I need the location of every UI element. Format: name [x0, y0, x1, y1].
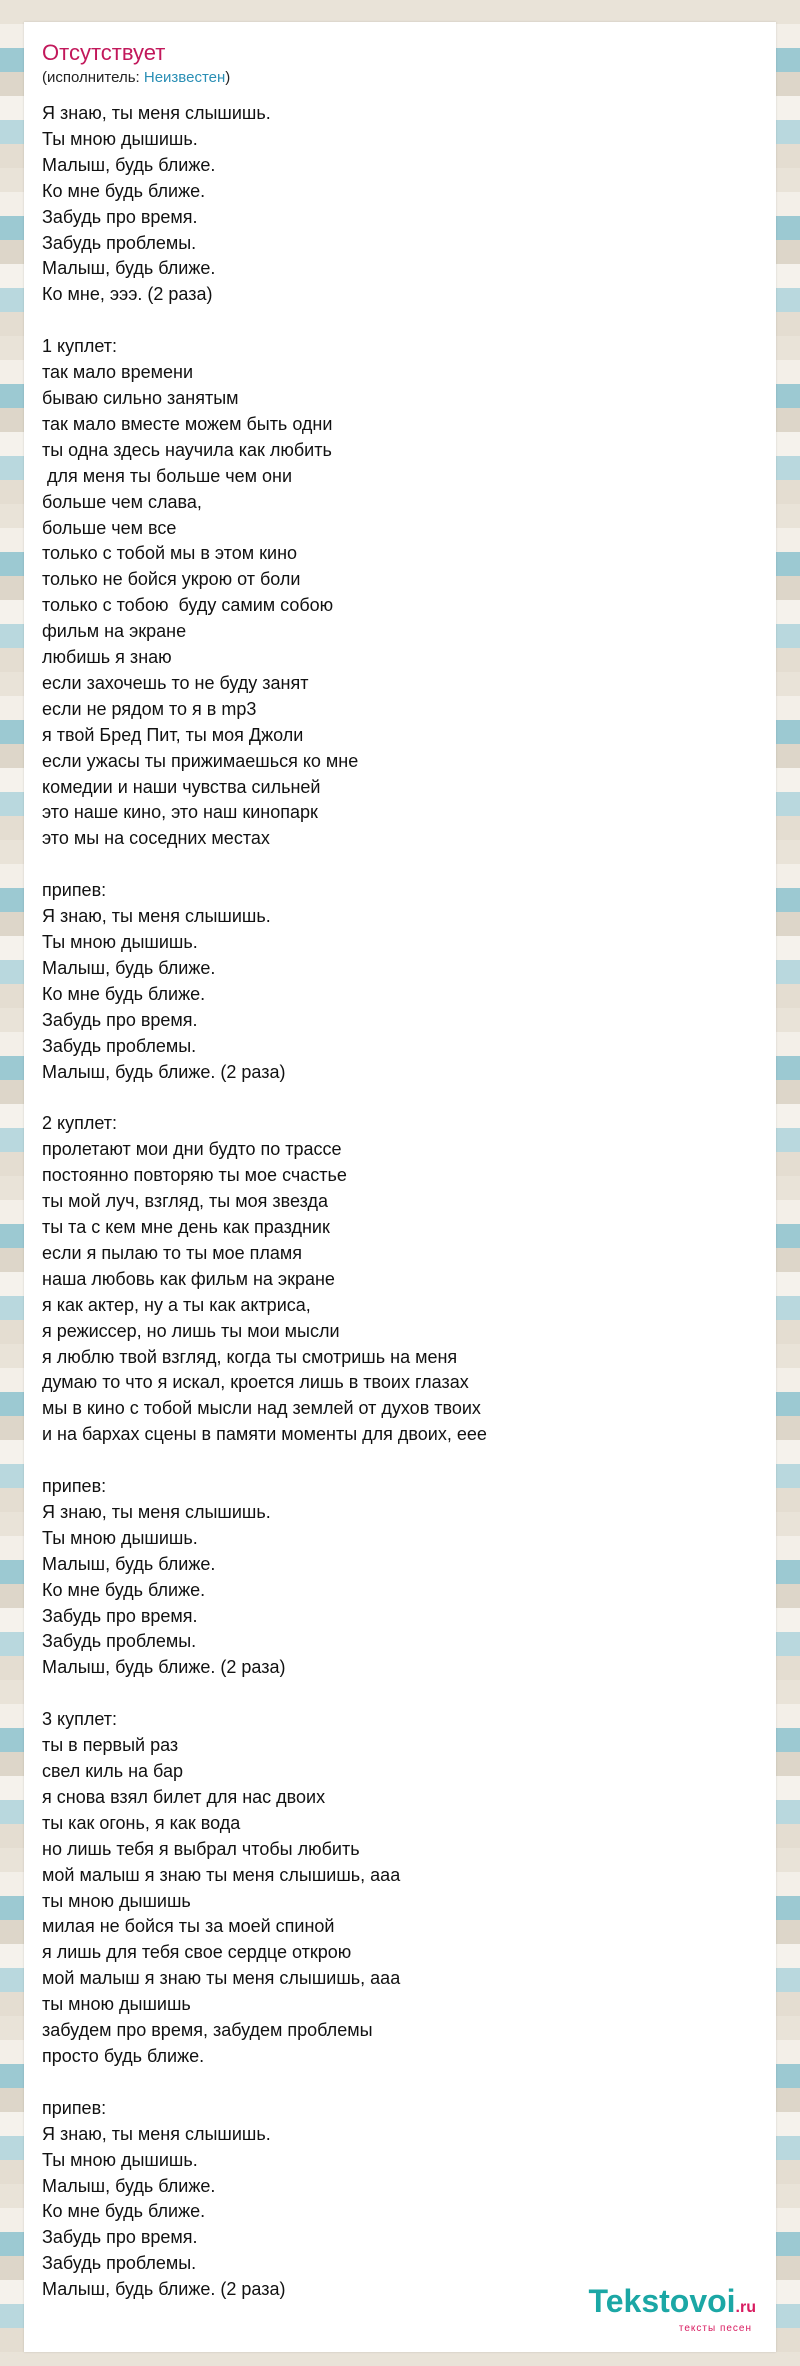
lyrics-line: я снова взял билет для нас двоих: [42, 1786, 326, 1807]
lyrics-line: Малыш, будь ближе. (2 раза): [42, 2279, 286, 2300]
lyrics-line: больше чем все: [42, 517, 177, 538]
lyrics-line: Забудь про время.: [42, 2227, 198, 2248]
lyrics-line: комедии и наши чувства сильней: [42, 776, 321, 797]
lyrics-line: Малыш, будь ближе. (2 раза): [42, 1061, 286, 1082]
lyrics-line: Забудь проблемы.: [42, 1631, 197, 1652]
lyrics-line: припев:: [42, 1476, 107, 1497]
lyrics-line: Ко мне будь ближе.: [42, 2201, 206, 2222]
lyrics-line: только не бойся укрою от боли: [42, 569, 301, 590]
lyrics-line: припев:: [42, 880, 107, 901]
lyrics-line: Я знаю, ты меня слышишь.: [42, 906, 271, 927]
lyrics-line: Ты мною дышишь.: [42, 2149, 198, 2170]
lyrics-line: Ко мне будь ближе.: [42, 180, 206, 201]
lyrics-line: свел киль на бар: [42, 1761, 183, 1781]
lyrics-line: больше чем слава,: [42, 491, 202, 512]
logo-name: Tekstovoi: [588, 2283, 736, 2319]
lyrics-line: милая не бойся ты за моей спиной: [42, 1916, 335, 1937]
lyrics-card: [24, 22, 776, 2352]
lyrics-line: ты как огонь, я как вода: [42, 1812, 241, 1833]
lyrics-line: Ко мне будь ближе.: [42, 1579, 206, 1600]
lyrics-line: я лишь для тебя свое сердце открою: [42, 1942, 352, 1963]
lyrics-line: только с тобой мы в этом кино: [42, 543, 298, 564]
lyrics-line: я как актер, ну а ты как актриса,: [42, 1294, 311, 1315]
lyrics-line: Ко мне, эээ. (2 раза): [42, 284, 213, 305]
lyrics-line: так мало вместе можем быть одни: [42, 413, 333, 434]
logo-tld: .ru: [735, 2299, 756, 2316]
lyrics-line: Забудь проблемы.: [42, 1035, 197, 1056]
lyrics-line: ты мною дышишь: [42, 1994, 191, 2015]
lyrics-line: Забудь про время.: [42, 1009, 198, 1030]
lyrics-line: это мы на соседних местах: [42, 828, 270, 849]
lyrics-line: я люблю твой взгляд, когда ты смотришь на меня: [42, 1346, 458, 1367]
lyrics-line: наша любовь как фильм на экране: [42, 1268, 335, 1289]
lyrics-line: это наше кино, это наш кинопарк: [42, 802, 318, 823]
lyrics-text: [42, 101, 487, 2303]
artist-line: [42, 68, 230, 88]
artist-suffix: ): [225, 69, 231, 86]
lyrics-line: и на бархах сцены в памяти моменты для двоих, еее: [42, 1424, 487, 1445]
lyrics-line: Малыш, будь ближе. (2 раза): [42, 1657, 286, 1678]
lyrics-line: любишь я знаю: [42, 647, 172, 668]
lyrics-line: Малыш, будь ближе.: [42, 154, 216, 175]
lyrics-line: Забудь про время.: [42, 206, 198, 227]
lyrics-line: постоянно повторяю ты мое счастье: [42, 1165, 347, 1186]
lyrics-line: если я пылаю то ты мое пламя: [42, 1242, 303, 1263]
lyrics-line: ты в первый раз: [42, 1735, 179, 1756]
lyrics-line: 1 куплет:: [42, 336, 117, 357]
lyrics-line: бываю сильно занятым: [42, 387, 239, 408]
lyrics-line: пролетают мои дни будто по трассе: [42, 1139, 342, 1160]
lyrics-line: Ты мною дышишь.: [42, 932, 198, 952]
lyrics-line: Ко мне будь ближе.: [42, 983, 206, 1004]
lyrics-line: только с тобою буду самим собою: [42, 595, 334, 616]
lyrics-line: Забудь проблемы.: [42, 2253, 197, 2274]
lyrics-line: ты мой луч, взгляд, ты моя звезда: [42, 1191, 328, 1212]
site-logo[interactable]: [589, 2284, 756, 2334]
song-title: Отсутствует: [42, 40, 166, 65]
lyrics-line: если не рядом то я в mp3: [42, 698, 257, 719]
lyrics-line: Я знаю, ты меня слышишь.: [42, 1501, 271, 1522]
lyrics-line: мы в кино с тобой мысли над землей от духов твоих: [42, 1398, 481, 1419]
lyrics-line: Малыш, будь ближе.: [42, 2175, 216, 2196]
lyrics-line: Я знаю, ты меня слышишь.: [42, 103, 271, 123]
lyrics-line: 2 куплет:: [42, 1113, 117, 1134]
lyrics-line: Забудь про время.: [42, 1605, 198, 1626]
lyrics-line: 3 куплет:: [42, 1709, 117, 1730]
lyrics-line: я твой Бред Пит, ты моя Джоли: [42, 724, 304, 745]
song-header: [42, 40, 230, 88]
logo-tagline: тексты песен: [678, 2323, 752, 2334]
lyrics-line: ты та с кем мне день как праздник: [42, 1216, 330, 1237]
lyrics-line: Забудь проблемы.: [42, 232, 197, 253]
lyrics-line: для меня ты больше чем они: [42, 465, 293, 486]
lyrics-line: так мало времени: [42, 362, 193, 383]
lyrics-line: просто будь ближе.: [42, 2045, 205, 2066]
artist-link[interactable]: Неизвестен: [143, 69, 226, 86]
lyrics-line: припев:: [42, 2097, 107, 2118]
lyrics-line: если ужасы ты прижимаешься ко мне: [42, 750, 359, 771]
lyrics-line: мой малыш я знаю ты меня слышишь, ааа: [42, 1968, 401, 1989]
lyrics-line: фильм на экране: [42, 621, 187, 642]
lyrics-line: думаю то что я искал, кроется лишь в твоих глазах: [42, 1372, 469, 1393]
lyrics-line: Малыш, будь ближе.: [42, 957, 216, 978]
logo-wordmark: [589, 2284, 756, 2325]
lyrics-line: Ты мною дышишь.: [42, 128, 198, 149]
lyrics-line: Малыш, будь ближе.: [42, 1553, 216, 1574]
lyrics-line: Малыш, будь ближе.: [42, 258, 216, 279]
lyrics-line: забудем про время, забудем проблемы: [42, 2020, 373, 2041]
lyrics-line: ты одна здесь научила как любить: [42, 439, 332, 460]
lyrics-line: если захочешь то не буду занят: [42, 672, 309, 693]
lyrics-line: мой малыш я знаю ты меня слышишь, ааа: [42, 1864, 401, 1885]
lyrics-line: Я знаю, ты меня слышишь.: [42, 2123, 271, 2144]
lyrics-line: но лишь тебя я выбрал чтобы любить: [42, 1838, 360, 1859]
lyrics-line: ты мною дышишь: [42, 1890, 191, 1911]
lyrics-line: Ты мною дышишь.: [42, 1527, 198, 1548]
lyrics-line: я режиссер, но лишь ты мои мысли: [42, 1320, 340, 1341]
artist-prefix: (исполнитель:: [42, 69, 144, 86]
